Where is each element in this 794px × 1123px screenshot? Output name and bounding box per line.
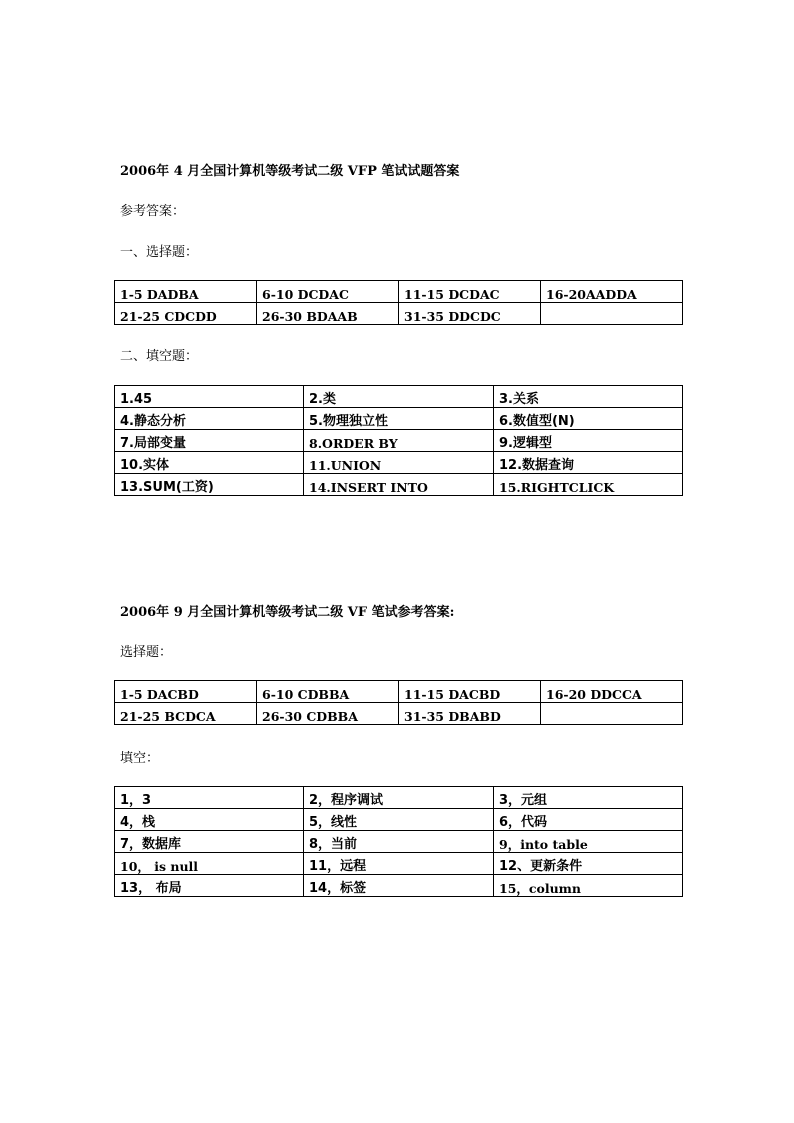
- table-cell: 26-30 CDBBA: [257, 703, 399, 725]
- section2-choice-table: [114, 680, 683, 725]
- table-cell: 1，3: [115, 787, 304, 809]
- table-cell: 10.实体: [115, 452, 304, 474]
- table-cell: 13.SUM(工资): [115, 474, 304, 496]
- section1-ref-label: 参考答案：: [120, 204, 186, 219]
- table-cell: 5.物理独立性: [304, 408, 494, 430]
- table-row: [115, 875, 683, 897]
- table-row: [115, 787, 683, 809]
- table-cell: 2.类: [304, 386, 494, 408]
- table-cell: 1.45: [115, 386, 304, 408]
- table-cell: 8.ORDER BY: [304, 430, 494, 452]
- table-cell: 3.关系: [494, 386, 683, 408]
- section2-title: 2006年 9 月全国计算机等级考试二级 VF 笔试参考答案:: [120, 605, 455, 620]
- table-cell: 12、更新条件: [494, 853, 683, 875]
- table-cell: 6-10 DCDAC: [257, 281, 399, 303]
- section1-fill-label: 二、填空题：: [120, 349, 199, 364]
- table-row: [115, 452, 683, 474]
- table-cell: 3，元组: [494, 787, 683, 809]
- section1-choice-table: [114, 280, 683, 325]
- table-cell: 26-30 BDAAB: [257, 303, 399, 325]
- table-cell: 1-5 DADBA: [115, 281, 257, 303]
- table-cell: [541, 703, 683, 725]
- section2-fill-label: 填空：: [120, 751, 160, 766]
- table-cell: 15，column: [494, 875, 683, 897]
- table-cell: 21-25 CDCDD: [115, 303, 257, 325]
- table-cell: 14.INSERT INTO: [304, 474, 494, 496]
- table-cell: [541, 303, 683, 325]
- table-row: [115, 386, 683, 408]
- table-row: [115, 809, 683, 831]
- table-cell: 16-20 DDCCA: [541, 681, 683, 703]
- table-cell: 13， 布局: [115, 875, 304, 897]
- table-cell: 9.逻辑型: [494, 430, 683, 452]
- table-cell: 6-10 CDBBA: [257, 681, 399, 703]
- table-cell: 31-35 DDCDC: [399, 303, 541, 325]
- table-cell: 14，标签: [304, 875, 494, 897]
- table-cell: 11-15 DCDAC: [399, 281, 541, 303]
- table-cell: 21-25 BCDCA: [115, 703, 257, 725]
- section1-choice-label: 一、选择题：: [120, 245, 199, 260]
- table-cell: 12.数据查询: [494, 452, 683, 474]
- table-cell: 1-5 DACBD: [115, 681, 257, 703]
- table-cell: 31-35 DBABD: [399, 703, 541, 725]
- section1-title: 2006年 4 月全国计算机等级考试二级 VFP 笔试试题答案: [120, 164, 460, 179]
- table-cell: 11，远程: [304, 853, 494, 875]
- section2-fill-table: [114, 786, 683, 897]
- table-cell: 11-15 DACBD: [399, 681, 541, 703]
- table-cell: 4，栈: [115, 809, 304, 831]
- table-cell: 2，程序调试: [304, 787, 494, 809]
- table-row: [115, 408, 683, 430]
- table-cell: 10， is null: [115, 853, 304, 875]
- section2-choice-label: 选择题：: [120, 645, 173, 660]
- table-cell: 5，线性: [304, 809, 494, 831]
- table-row: [115, 853, 683, 875]
- table-cell: 8，当前: [304, 831, 494, 853]
- table-cell: 16-20AADDA: [541, 281, 683, 303]
- table-cell: 6.数值型(N): [494, 408, 683, 430]
- table-row: [115, 430, 683, 452]
- table-cell: 11.UNION: [304, 452, 494, 474]
- table-row: [115, 303, 683, 325]
- table-cell: 4.静态分析: [115, 408, 304, 430]
- section1-fill-table: [114, 385, 683, 496]
- table-row: [115, 681, 683, 703]
- table-row: [115, 831, 683, 853]
- table-cell: 6，代码: [494, 809, 683, 831]
- table-cell: 7，数据库: [115, 831, 304, 853]
- table-row: [115, 703, 683, 725]
- table-cell: 9，into table: [494, 831, 683, 853]
- table-row: [115, 281, 683, 303]
- table-cell: 7.局部变量: [115, 430, 304, 452]
- table-cell: 15.RIGHTCLICK: [494, 474, 683, 496]
- table-row: [115, 474, 683, 496]
